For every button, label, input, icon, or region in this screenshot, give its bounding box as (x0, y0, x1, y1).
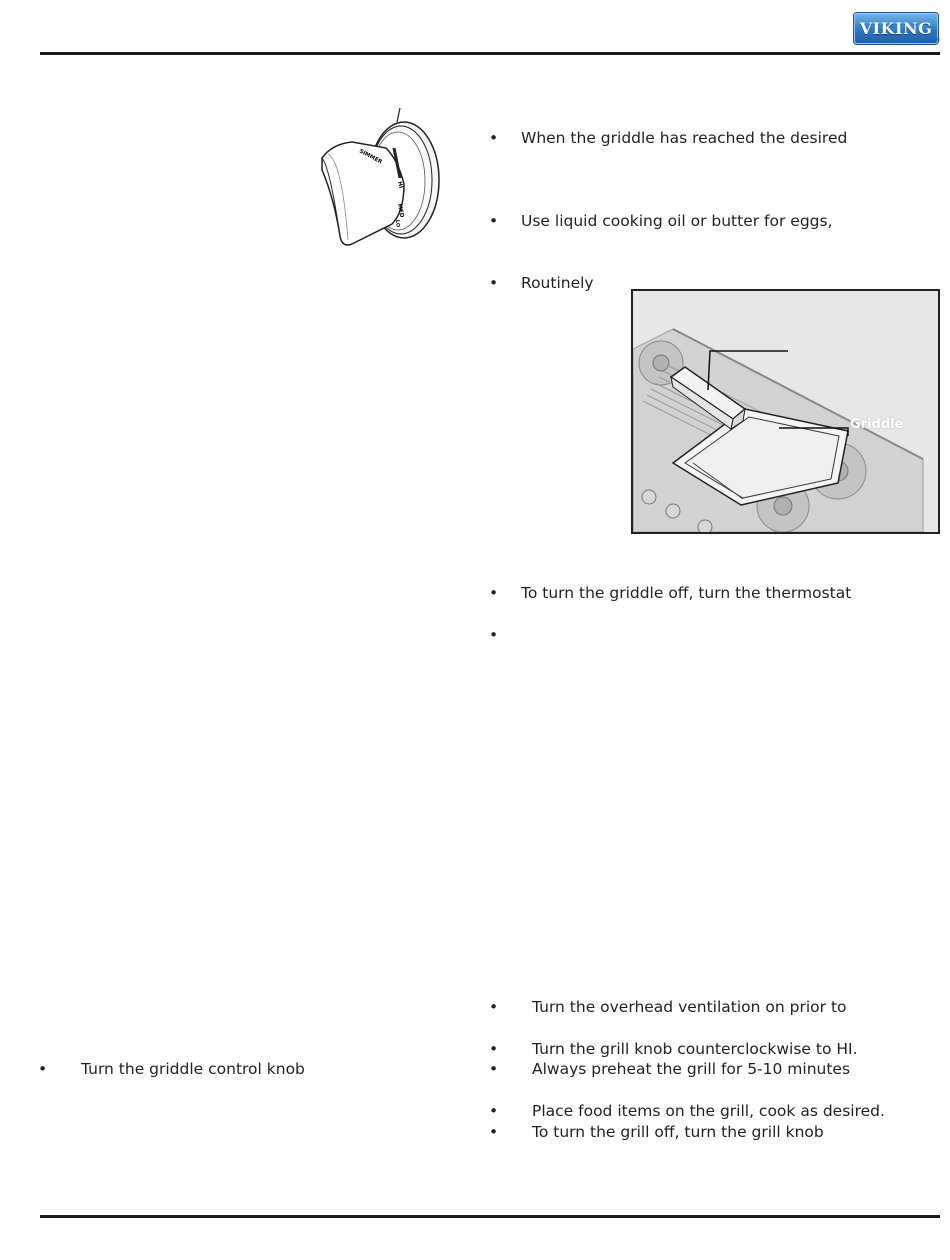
bullet-text: To turn the griddle off, turn the thermostat (521, 584, 852, 602)
registered-mark: ® (935, 37, 941, 44)
bullet-glyph: • (489, 1123, 499, 1141)
header-rule (40, 52, 940, 55)
bullet-glyph: • (489, 274, 499, 292)
knob-label-simmer: SIMMER (358, 148, 383, 166)
griddle-knob-illustration (312, 108, 448, 252)
footer-rule (40, 1215, 940, 1218)
bullet-text: Turn the overhead ventilation on prior to (532, 998, 847, 1016)
viking-logo (854, 13, 938, 44)
bullet-glyph: • (489, 1102, 499, 1120)
bullet-text: Turn the grill knob counterclockwise to HI. (532, 1040, 858, 1058)
bullet-glyph: • (489, 1040, 499, 1058)
bullet-glyph: • (38, 1060, 48, 1078)
bullet-glyph: • (489, 1060, 499, 1078)
bullet-text: When the griddle has reached the desired (521, 129, 848, 147)
bullet-text: Always preheat the grill for 5-10 minutes (532, 1060, 851, 1078)
bullet-text: To turn the grill off, turn the grill knob (532, 1123, 824, 1141)
griddle-figure-label: Griddle (850, 417, 904, 432)
bullet-text: Place food items on the grill, cook as desired. (532, 1102, 885, 1120)
griddle-illustration (631, 289, 940, 534)
bullet-glyph: • (489, 998, 499, 1016)
knob-label-lo: LO (394, 219, 401, 228)
bullet-glyph: • (489, 626, 499, 644)
logo-text: VIKING (859, 19, 933, 38)
knob-label-hi: HI (396, 180, 404, 189)
bullet-glyph: • (489, 129, 499, 147)
bullet-text: Turn the griddle control knob (81, 1060, 305, 1078)
bullet-text: Use liquid cooking oil or butter for eggs, (521, 212, 833, 230)
bullet-glyph: • (489, 584, 499, 602)
bullet-glyph: • (489, 212, 499, 230)
bullet-text: Routinely (521, 274, 594, 292)
knob-label-med: MED (396, 203, 405, 218)
